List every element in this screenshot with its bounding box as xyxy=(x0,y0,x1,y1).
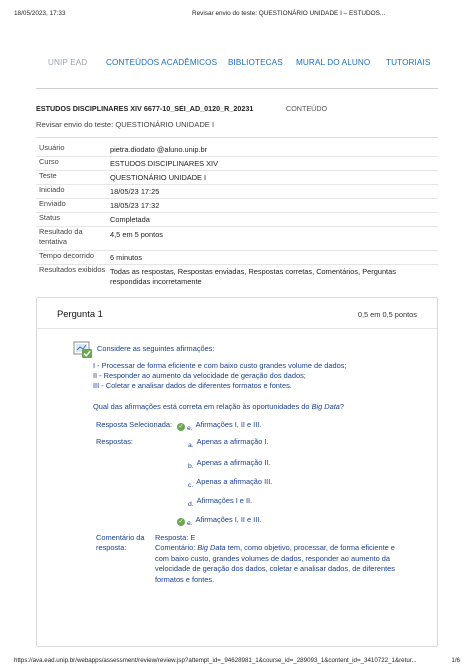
print-title: Revisar envio do teste: QUESTIONÁRIO UNIDADE I – ESTUDOS... xyxy=(192,10,386,17)
info-value: 4,5 em 5 pontos xyxy=(110,230,164,239)
print-page-number: 1/6 xyxy=(451,657,460,664)
selected-answer-label: Resposta Selecionada: xyxy=(96,420,173,429)
question-score: 0,5 em 0,5 pontos xyxy=(357,310,417,319)
check-icon: ✓ xyxy=(178,424,184,430)
info-row-usuario xyxy=(36,143,438,157)
info-value: 18/05/23 17:32 xyxy=(110,200,160,210)
selected-answer: ✓ e. Afirmações I, II e III. xyxy=(178,420,262,432)
info-row-iniciado xyxy=(36,185,438,199)
course-title[interactable]: ESTUDOS DISCIPLINARES XIV 6677-10_SEI_AD_0120_R_20231 xyxy=(36,104,254,113)
answers-label: Respostas: xyxy=(96,437,133,446)
answer-option-a: a. Apenas a afirmação I. xyxy=(188,437,269,449)
answer-option-d: d. Afirmações I e II. xyxy=(188,496,253,508)
nav-conteudos-academicos[interactable]: CONTEÚDOS ACADÊMICOS xyxy=(106,58,218,67)
info-label: Status xyxy=(39,213,60,222)
info-label: Usuário xyxy=(39,143,65,152)
info-row-teste xyxy=(36,171,438,185)
attempt-info-table xyxy=(36,143,438,288)
info-label: Enviado xyxy=(39,199,66,208)
info-row-resultados-exibidos xyxy=(36,265,438,288)
answer-option-b: b. Apenas a afirmação II. xyxy=(188,458,271,470)
question-intro: Considere as seguintes afirmações: xyxy=(97,344,215,353)
question-statements xyxy=(93,361,346,391)
statement-item: I - Processar de forma eficiente e com baixo custo grandes volume de dados; xyxy=(93,361,347,370)
answer-option-e: ✓ e. Afirmações I, II e III. xyxy=(178,515,262,527)
info-label: Resultado da tentativa xyxy=(39,227,83,246)
comment-body: Comentário: Big Data tem, como objetivo, processar, de forma eficiente e com baixo custo, grandes volumes de dados, responder ao aumento da velocidade de geração dos dados, coletar e analisar dados, de diferentes formatos e fontes. xyxy=(155,543,395,584)
statement-item: III - Coletar e analisar dados de diferentes formatos e fontes. xyxy=(93,381,292,390)
info-row-status xyxy=(36,213,438,227)
info-value: pietra.diodato @aluno.unip.br xyxy=(110,144,208,154)
check-icon: ✓ xyxy=(178,519,184,525)
info-row-curso xyxy=(36,157,438,171)
correct-answer-icon xyxy=(73,341,93,359)
comment-answer: Resposta: E xyxy=(155,533,196,542)
question-divider xyxy=(37,328,437,329)
info-label: Resultados exibidos xyxy=(39,265,106,274)
nav-mural-do-aluno[interactable]: MURAL DO ALUNO xyxy=(296,58,371,67)
info-value: 6 minutos xyxy=(110,252,143,262)
comment-text xyxy=(155,533,395,585)
info-label: Teste xyxy=(39,171,57,180)
info-label: Curso xyxy=(39,157,59,166)
print-url: https://ava.ead.unip.br/webapps/assessment/review/review.jsp?attempt_id=_94628981_1&course_id=_289093_1&content_id=_3410722_1&retur... xyxy=(14,657,417,664)
info-value: Completada xyxy=(110,214,150,224)
info-value: Todas as respostas, Respostas enviadas, Respostas corretas, Comentários, Perguntas respondidas incorretamente xyxy=(110,266,396,286)
question-prompt: Qual das afirmações está correta em relação às oportunidades do Big Data? xyxy=(93,402,345,411)
print-datetime: 18/05/2023, 17:33 xyxy=(14,10,66,17)
info-label: Iniciado xyxy=(39,185,65,194)
statement-item: II - Responder ao aumento da velocidade de geração dos dados; xyxy=(93,371,306,380)
nav-tutoriais[interactable]: TUTORIAIS xyxy=(386,58,431,67)
page-subtitle: Revisar envio do teste: QUESTIONÁRIO UNIDADE I xyxy=(36,120,215,129)
info-row-tempo xyxy=(36,251,438,265)
nav-bibliotecas[interactable]: BIBLIOTECAS xyxy=(228,58,283,67)
info-value: 18/05/23 17:25 xyxy=(110,186,160,196)
subtitle-divider xyxy=(36,137,438,138)
top-nav xyxy=(48,58,444,72)
question-card xyxy=(36,297,438,647)
info-value: ESTUDOS DISCIPLINARES XIV xyxy=(110,158,219,168)
comment-label: Comentário da resposta: xyxy=(96,533,145,552)
info-value: QUESTIONÁRIO UNIDADE I xyxy=(110,172,207,182)
nav-divider xyxy=(36,88,438,89)
info-row-resultado xyxy=(36,227,438,251)
nav-brand[interactable]: UNIP EAD xyxy=(48,58,88,67)
question-title: Pergunta 1 xyxy=(57,308,103,319)
conteudo-link[interactable]: CONTEÚDO xyxy=(286,104,328,113)
info-label: Tempo decorrido xyxy=(39,251,95,260)
info-row-enviado xyxy=(36,199,438,213)
answer-option-c: c. Apenas a afirmação III. xyxy=(188,477,273,489)
